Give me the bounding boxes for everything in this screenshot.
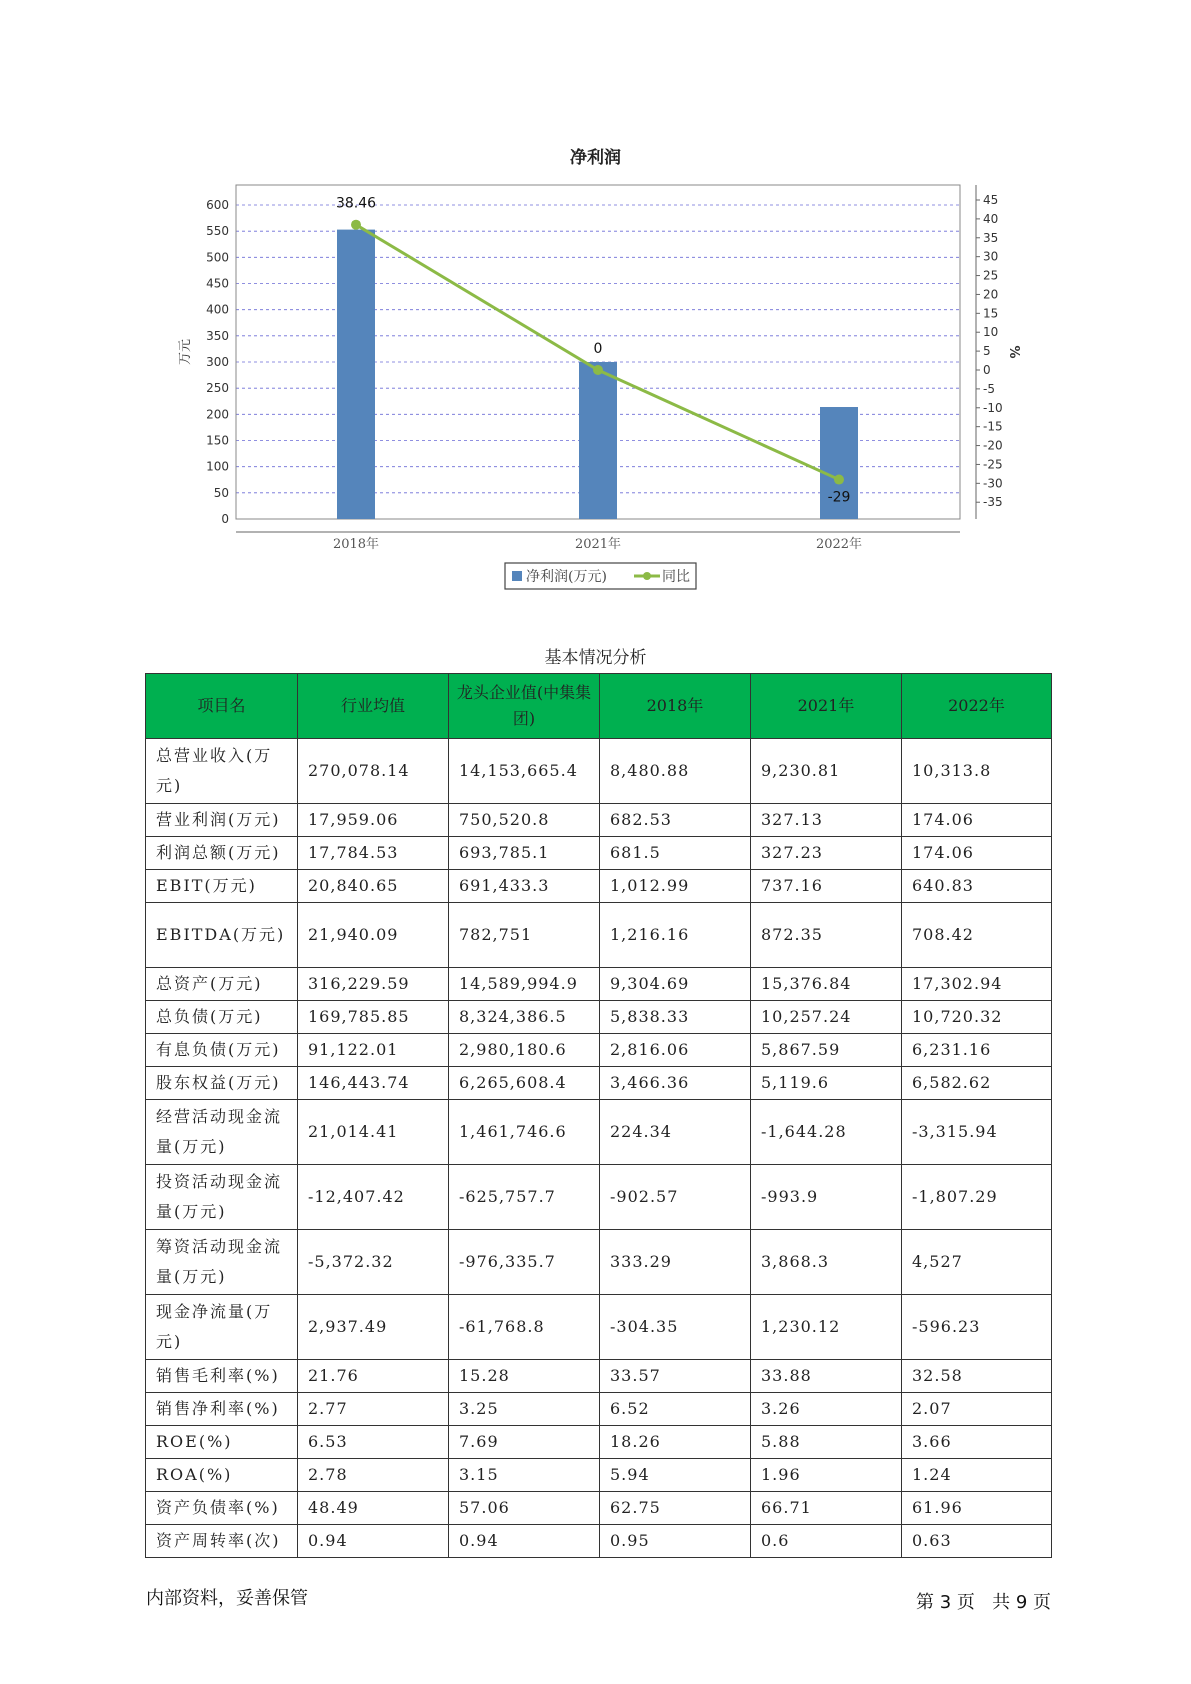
row-label-cell: 销售净利率(%) [146, 1393, 298, 1426]
value-cell: 224.34 [600, 1100, 751, 1165]
y-tick-label-left: 450 [206, 276, 229, 291]
table-row [146, 1067, 1052, 1100]
y-tick-label-left: 400 [206, 302, 229, 317]
yoy-point [351, 220, 361, 230]
row-label-cell: EBIT(万元) [146, 870, 298, 903]
value-cell: -976,335.7 [449, 1230, 600, 1295]
value-cell: 737.16 [751, 870, 902, 903]
yoy-point [834, 475, 844, 485]
value-cell: 327.23 [751, 837, 902, 870]
y-tick-label-left: 550 [206, 224, 229, 239]
value-cell: 1,216.16 [600, 903, 751, 968]
row-label-cell: 总负债(万元) [146, 1001, 298, 1034]
value-cell: 0.95 [600, 1525, 751, 1558]
value-cell: 6,582.62 [902, 1067, 1052, 1100]
value-cell: 2.77 [298, 1393, 449, 1426]
value-cell: 14,153,665.4 [449, 739, 600, 804]
y-tick-label-right: 10 [983, 325, 999, 340]
y-tick-label-left: 600 [206, 198, 229, 212]
value-cell: 21,014.41 [298, 1100, 449, 1165]
table-row [146, 1295, 1052, 1360]
value-cell: 174.06 [902, 837, 1052, 870]
x-tick-label: 2022年 [815, 537, 863, 552]
value-cell: 15.28 [449, 1360, 600, 1393]
value-cell: 1,012.99 [600, 870, 751, 903]
row-label-cell: 总营业收入(万元) [146, 739, 298, 804]
row-label-cell: 有息负债(万元) [146, 1034, 298, 1067]
y-tick-label-left: 250 [206, 381, 229, 396]
y-tick-label-right: 45 [983, 193, 999, 207]
value-cell: 2,980,180.6 [449, 1034, 600, 1067]
table-row [146, 1393, 1052, 1426]
legend-line-marker [643, 572, 651, 580]
row-label-cell: 资产周转率(次) [146, 1525, 298, 1558]
x-tick-label: 2021年 [574, 537, 622, 552]
value-cell: -596.23 [902, 1295, 1052, 1360]
value-cell: 3,868.3 [751, 1230, 902, 1295]
y-tick-label-right: 40 [983, 211, 999, 226]
row-label-cell: 资产负债率(%) [146, 1492, 298, 1525]
value-cell: 0.63 [902, 1525, 1052, 1558]
value-cell: -993.9 [751, 1165, 902, 1230]
value-cell: 8,324,386.5 [449, 1001, 600, 1034]
value-cell: 146,443.74 [298, 1067, 449, 1100]
row-label-cell: 经营活动现金流量(万元) [146, 1100, 298, 1165]
value-cell: 2,816.06 [600, 1034, 751, 1067]
table-caption: 基本情况分析 [544, 648, 647, 668]
value-cell: 6.52 [600, 1393, 751, 1426]
footer-page-number: 第 3 页 共 9 页 [916, 1592, 1051, 1613]
table-row [146, 1165, 1052, 1230]
value-cell: 640.83 [902, 870, 1052, 903]
table-header-cell: 项目名 [146, 674, 298, 739]
value-cell: 1,230.12 [751, 1295, 902, 1360]
value-cell: 3.66 [902, 1426, 1052, 1459]
value-cell: 750,520.8 [449, 804, 600, 837]
value-cell: 6.53 [298, 1426, 449, 1459]
data-label: 38.46 [335, 195, 377, 212]
table-row [146, 1230, 1052, 1295]
value-cell: 66.71 [751, 1492, 902, 1525]
value-cell: 62.75 [600, 1492, 751, 1525]
value-cell: 91,122.01 [298, 1034, 449, 1067]
value-cell: -3,315.94 [902, 1100, 1052, 1165]
value-cell: 0.94 [449, 1525, 600, 1558]
y-tick-label-left: 150 [206, 433, 229, 448]
y-tick-label-right: 35 [983, 230, 999, 245]
value-cell: 6,265,608.4 [449, 1067, 600, 1100]
table-row [146, 1426, 1052, 1459]
value-cell: 10,720.32 [902, 1001, 1052, 1034]
value-cell: 15,376.84 [751, 968, 902, 1001]
table-row [146, 870, 1052, 903]
y-tick-label-left: 100 [206, 459, 229, 474]
x-tick-label: 2018年 [332, 537, 380, 552]
bar [337, 230, 375, 519]
y-tick-label-right: 25 [983, 268, 999, 283]
value-cell: 8,480.88 [600, 739, 751, 804]
y-tick-label-left: 50 [213, 485, 229, 500]
value-cell: -902.57 [600, 1165, 751, 1230]
table-row [146, 837, 1052, 870]
y-tick-label-right: 20 [983, 287, 999, 302]
value-cell: -1,807.29 [902, 1165, 1052, 1230]
y-tick-label-left: 350 [206, 328, 229, 343]
table-row [146, 903, 1052, 968]
row-label-cell: 投资活动现金流量(万元) [146, 1165, 298, 1230]
value-cell: 5,867.59 [751, 1034, 902, 1067]
value-cell: -304.35 [600, 1295, 751, 1360]
bar [579, 362, 617, 519]
y-axis-right-title: % [1006, 345, 1021, 359]
value-cell: 3,466.36 [600, 1067, 751, 1100]
value-cell: 1.24 [902, 1459, 1052, 1492]
y-tick-label-right: -25 [983, 457, 1003, 472]
y-tick-label-right: -30 [983, 476, 1003, 491]
y-tick-label-right: 30 [983, 249, 999, 264]
value-cell: 10,257.24 [751, 1001, 902, 1034]
value-cell: 10,313.8 [902, 739, 1052, 804]
value-cell: -61,768.8 [449, 1295, 600, 1360]
value-cell: 0.94 [298, 1525, 449, 1558]
table-row [146, 1492, 1052, 1525]
table-row [146, 1525, 1052, 1558]
row-label-cell: 总资产(万元) [146, 968, 298, 1001]
value-cell: 17,959.06 [298, 804, 449, 837]
value-cell: 9,230.81 [751, 739, 902, 804]
value-cell: 327.13 [751, 804, 902, 837]
value-cell: 693,785.1 [449, 837, 600, 870]
value-cell: 691,433.3 [449, 870, 600, 903]
legend-label-yoy: 同比 [662, 569, 690, 585]
row-label-cell: ROA(%) [146, 1459, 298, 1492]
table-row [146, 968, 1052, 1001]
y-tick-label-left: 0 [221, 512, 229, 526]
table-header-cell: 行业均值 [298, 674, 449, 739]
value-cell: 681.5 [600, 837, 751, 870]
value-cell: 5,838.33 [600, 1001, 751, 1034]
y-tick-label-right: -15 [983, 419, 1003, 434]
y-tick-label-right: 0 [983, 363, 991, 377]
chart-title: 净利润 [570, 148, 621, 168]
value-cell: 4,527 [902, 1230, 1052, 1295]
value-cell: 33.57 [600, 1360, 751, 1393]
value-cell: 21,940.09 [298, 903, 449, 968]
analysis-table [145, 673, 1052, 1558]
value-cell: 2.78 [298, 1459, 449, 1492]
value-cell: -5,372.32 [298, 1230, 449, 1295]
table-header-cell: 2022年 [902, 674, 1052, 739]
y-tick-label-right: -20 [983, 438, 1003, 453]
y-tick-label-right: 5 [983, 344, 991, 359]
data-label: 0 [593, 341, 603, 357]
y-tick-label-left: 200 [206, 407, 229, 422]
row-label-cell: 营业利润(万元) [146, 804, 298, 837]
value-cell: 5.94 [600, 1459, 751, 1492]
legend-label-net-profit: 净利润(万元) [526, 569, 607, 585]
y-tick-label-left: 500 [206, 250, 229, 265]
value-cell: 5.88 [751, 1426, 902, 1459]
value-cell: 18.26 [600, 1426, 751, 1459]
value-cell: 32.58 [902, 1360, 1052, 1393]
y-tick-label-right: -35 [983, 495, 1003, 510]
y-tick-label-right: -5 [983, 381, 995, 396]
net-profit-chart [0, 0, 1191, 600]
value-cell: 0.6 [751, 1525, 902, 1558]
value-cell: 3.26 [751, 1393, 902, 1426]
value-cell: 7.69 [449, 1426, 600, 1459]
value-cell: 21.76 [298, 1360, 449, 1393]
table-header-cell: 2018年 [600, 674, 751, 739]
row-label-cell: 现金净流量(万元) [146, 1295, 298, 1360]
value-cell: 270,078.14 [298, 739, 449, 804]
value-cell: 708.42 [902, 903, 1052, 968]
row-label-cell: ROE(%) [146, 1426, 298, 1459]
value-cell: -1,644.28 [751, 1100, 902, 1165]
table-header-cell: 龙头企业值(中集集团) [449, 674, 600, 739]
value-cell: 14,589,994.9 [449, 968, 600, 1001]
value-cell: 9,304.69 [600, 968, 751, 1001]
value-cell: 5,119.6 [751, 1067, 902, 1100]
value-cell: 2.07 [902, 1393, 1052, 1426]
value-cell: 2,937.49 [298, 1295, 449, 1360]
value-cell: -625,757.7 [449, 1165, 600, 1230]
row-label-cell: EBITDA(万元) [146, 903, 298, 968]
table-row [146, 804, 1052, 837]
row-label-cell: 销售毛利率(%) [146, 1360, 298, 1393]
value-cell: -12,407.42 [298, 1165, 449, 1230]
value-cell: 333.29 [600, 1230, 751, 1295]
y-tick-label-left: 300 [206, 355, 229, 369]
value-cell: 20,840.65 [298, 870, 449, 903]
value-cell: 17,302.94 [902, 968, 1052, 1001]
value-cell: 169,785.85 [298, 1001, 449, 1034]
table-row [146, 1459, 1052, 1492]
data-label: -29 [827, 489, 851, 506]
value-cell: 33.88 [751, 1360, 902, 1393]
table-header-cell: 2021年 [751, 674, 902, 739]
row-label-cell: 股东权益(万元) [146, 1067, 298, 1100]
value-cell: 1,461,746.6 [449, 1100, 600, 1165]
value-cell: 1.96 [751, 1459, 902, 1492]
yoy-point [593, 365, 603, 375]
table-row [146, 1034, 1052, 1067]
value-cell: 3.15 [449, 1459, 600, 1492]
row-label-cell: 筹资活动现金流量(万元) [146, 1230, 298, 1295]
value-cell: 174.06 [902, 804, 1052, 837]
table-row [146, 1100, 1052, 1165]
legend-bar-swatch [512, 571, 522, 581]
value-cell: 782,751 [449, 903, 600, 968]
table-row [146, 1001, 1052, 1034]
table-row [146, 1360, 1052, 1393]
table-header-row [146, 674, 1052, 739]
value-cell: 872.35 [751, 903, 902, 968]
value-cell: 48.49 [298, 1492, 449, 1525]
table-body [146, 739, 1052, 1558]
y-axis-left-title: 万元 [178, 338, 193, 366]
value-cell: 61.96 [902, 1492, 1052, 1525]
value-cell: 316,229.59 [298, 968, 449, 1001]
row-label-cell: 利润总额(万元) [146, 837, 298, 870]
value-cell: 3.25 [449, 1393, 600, 1426]
table-row [146, 739, 1052, 804]
value-cell: 682.53 [600, 804, 751, 837]
y-tick-label-right: -10 [983, 400, 1003, 415]
value-cell: 17,784.53 [298, 837, 449, 870]
footer-confidential-note: 内部资料，妥善保管 [146, 1588, 308, 1609]
y-tick-label-right: 15 [983, 306, 999, 321]
value-cell: 57.06 [449, 1492, 600, 1525]
value-cell: 6,231.16 [902, 1034, 1052, 1067]
